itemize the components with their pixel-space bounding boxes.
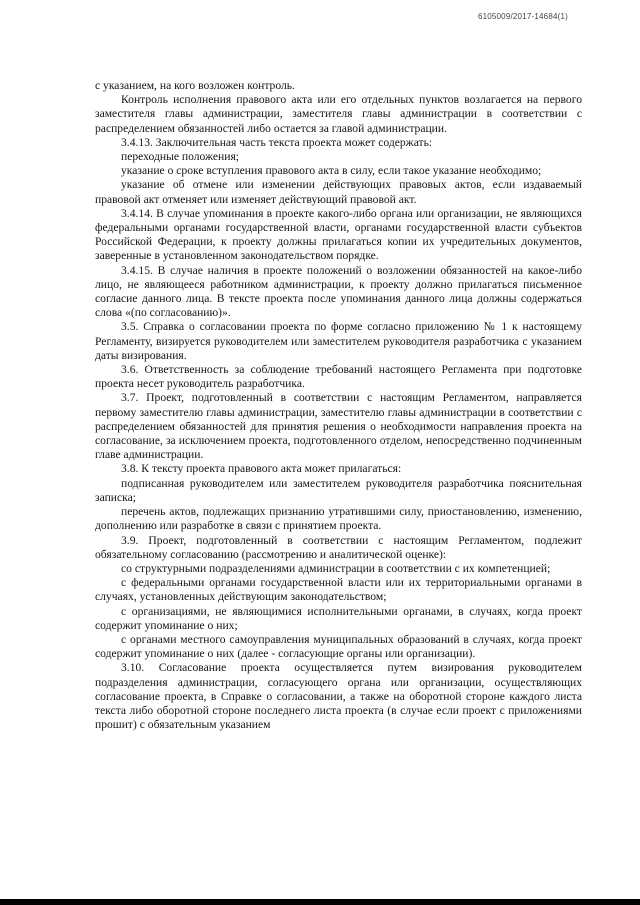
paragraph: указание о сроке вступления правового акта в силу, если такое указание необходимо; [121, 164, 542, 178]
paragraph: с федеральными органами государственной власти или их территориальными органами в случаях, установленных действующим законодательством; [95, 576, 582, 604]
paragraph: 3.4.15. В случае наличия в проекте положений о возложении обязанностей на какое-либо лицо, не являющееся работником администрации, к проекту должно прилагаться письменное согласие данного лица. В тексте проекта после упоминания данного лица должны содержаться слова «(по согласованию)». [95, 263, 582, 320]
paragraph: перечень актов, подлежащих признанию утратившими силу, приостановлению, изменению, дополнению или разработке в связи с принятием проекта. [95, 505, 582, 533]
paragraph: 3.4.13. Заключительная часть текста проекта может содержать: [121, 135, 433, 149]
paragraph: со структурными подразделениями администрации в соответствии с их компетенцией; [121, 561, 551, 575]
paragraph: переходные положения; [121, 150, 240, 164]
paragraph: Контроль исполнения правового акта или его отдельных пунктов возлагается на первого заместителя главы администрации, заместителя главы администрации в соответствии с распределением обязанностей либо остается за главой администрации. [95, 93, 582, 135]
paragraph: с органами местного самоуправления муниципальных образований в случаях, когда проект содержит упоминание о них (далее - согласующие органы или организации). [95, 632, 582, 661]
paragraph: с указанием, на кого возложен контроль. [95, 79, 295, 92]
paragraph: с организациями, не являющимися исполнительными органами, в случаях, когда проект содержит упоминание о них; [95, 604, 582, 632]
paragraph: подписанная руководителем или заместителем руководителя разработчика пояснительная записка; [95, 476, 582, 504]
paragraph: 3.6. Ответственность за соблюдение требований настоящего Регламента при подготовке проекта несет руководитель разработчика. [95, 363, 582, 391]
paragraph: 3.4.14. В случае упоминания в проекте какого-либо органа или организации, не являющихся федеральными органами государственной власти, органами государственной власти субъектов Российской Федерации, к проекту должны прилагаться копии их учредительных документов, заверенные в установленном законодательством порядке. [95, 206, 582, 263]
paragraph: 3.5. Справка о согласовании проекта по форме согласно приложению № 1 к настоящему Регламенту, визируется руководителем или заместителем руководителя разработчика с указанием даты визирования. [95, 320, 582, 362]
paragraph: указание об отмене или изменении действующих правовых актов, если издаваемый правовой акт отменяет или изменяет действующий правовой акт. [95, 178, 582, 206]
scan-bottom-edge [0, 899, 640, 905]
paragraph: 3.8. К тексту проекта правового акта может прилагаться: [121, 462, 402, 476]
paragraph: 3.9. Проект, подготовленный в соответствии с настоящим Регламентом, подлежит обязательному согласованию (рассмотрению и аналитической оценке): [95, 533, 582, 561]
paragraph: 3.7. Проект, подготовленный в соответствии с настоящим Регламентом, направляется первому заместителю главы администрации, заместителю главы администрации в соответствии с распределением обязанностей для принятия решения о необходимости направления проекта на согласование, за исключением проекта, подготовленного отделом, непосредственно подчиненным главе администрации. [95, 391, 582, 462]
paragraph: 3.10. Согласование проекта осуществляется путем визирования руководителем подразделения администрации, согласующего органа или организации, осуществляющих согласование проекта, в Справке о согласовании, а также на оборотной стороне каждого листа текста либо оборотной стороне последнего листа проекта (в случае если проект с приложениями прошит) с обязательным указанием [95, 661, 582, 732]
document-registration-number: 6105009/2017-14684(1) [477, 12, 568, 21]
document-body [95, 79, 582, 732]
